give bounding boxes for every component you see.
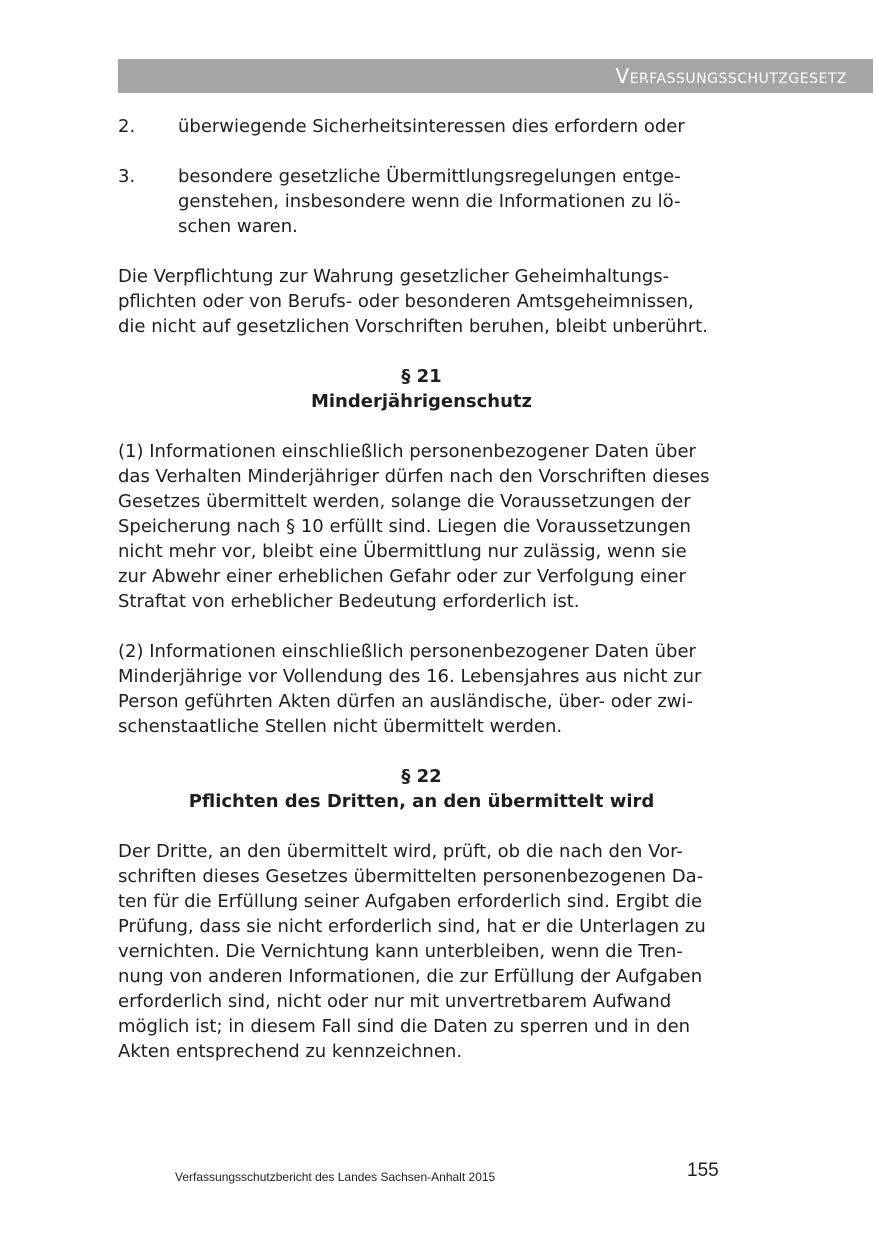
text-line: Straftat von erheblicher Bedeutung erforderlich ist.: [118, 591, 580, 612]
paragraph-intro: [118, 264, 725, 339]
text-line: Gesetzes übermittelt werden, solange die Voraussetzungen der: [118, 491, 691, 512]
section-heading-22: [118, 764, 725, 814]
section-number: § 22: [401, 766, 442, 787]
text-line: Prüfung, dass sie nicht erforderlich sind, hat er die Unterlagen zu: [118, 916, 706, 937]
text-line: das Verhalten Minderjähriger dürfen nach den Vorschriften dieses: [118, 466, 710, 487]
list-item-text: [178, 164, 725, 239]
section-number: § 21: [401, 366, 442, 387]
running-header-title: Verfassungsschutzgesetz: [615, 64, 847, 88]
list-item-number: 3.: [118, 166, 136, 187]
list-item: [118, 114, 725, 139]
section-title: Minderjährigenschutz: [310, 391, 533, 412]
text-line: genstehen, insbesondere wenn die Informationen zu lö-: [178, 191, 681, 212]
text-line: nicht mehr vor, bleibt eine Übermittlung nur zulässig, wenn sie: [118, 541, 687, 562]
text-line: besondere gesetzliche Übermittlungsregelungen entge-: [178, 166, 681, 187]
text-line: schenstaatliche Stellen nicht übermittelt werden.: [118, 716, 563, 737]
text-line: Akten entsprechend zu kennzeichnen.: [118, 1041, 463, 1062]
list-item: [118, 164, 725, 239]
page-number: 155: [687, 1160, 719, 1181]
text-line: pflichten oder von Berufs- oder besonderen Amtsgeheimnissen,: [118, 291, 694, 312]
text-line: möglich ist; in diesem Fall sind die Daten zu sperren und in den: [118, 1016, 691, 1037]
text-line: die nicht auf gesetzlichen Vorschriften beruhen, bleibt unberührt.: [118, 316, 708, 337]
text-line: (1) Informationen einschließlich personenbezogener Daten über: [118, 441, 696, 462]
text-line: Person geführten Akten dürfen an ausländische, über- oder zwi-: [118, 691, 694, 712]
text-line: erforderlich sind, nicht oder nur mit unvertretbarem Aufwand: [118, 991, 672, 1012]
header-bar: [118, 59, 873, 93]
paragraph-21-2: [118, 639, 725, 739]
page-content: [118, 114, 725, 1089]
text-line: ten für die Erfüllung seiner Aufgaben erforderlich sind. Ergibt die: [118, 891, 703, 912]
text-line: vernichten. Die Vernichtung kann unterbleiben, wenn die Tren-: [118, 941, 683, 962]
text-line: Die Verpflichtung zur Wahrung gesetzlicher Geheimhaltungs-: [118, 266, 670, 287]
text-line: Der Dritte, an den übermittelt wird, prüft, ob die nach den Vor-: [118, 841, 683, 862]
section-title: Pflichten des Dritten, an den übermittelt wird: [188, 791, 655, 812]
paragraph-21-1: [118, 439, 725, 614]
text-line: Speicherung nach § 10 erfüllt sind. Liegen die Voraussetzungen: [118, 516, 691, 537]
text-line: schriften dieses Gesetzes übermittelten personenbezogenen Da-: [118, 866, 704, 887]
text-line: zur Abwehr einer erheblichen Gefahr oder zur Verfolgung einer: [118, 566, 686, 587]
text-line: schen waren.: [178, 216, 298, 237]
text-line: (2) Informationen einschließlich personenbezogener Daten über: [118, 641, 696, 662]
text-line: nung von anderen Informationen, die zur Erfüllung der Aufgaben: [118, 966, 703, 987]
list-item-number: 2.: [118, 116, 136, 137]
text-line: Minderjährige vor Vollendung des 16. Lebensjahres aus nicht zur: [118, 666, 702, 687]
list-item-text: überwiegende Sicherheitsinteressen dies erfordern oder: [178, 116, 685, 137]
footer-text: Verfassungsschutzbericht des Landes Sachsen-Anhalt 2015: [175, 1170, 496, 1184]
section-heading-21: [118, 364, 725, 414]
paragraph-22: [118, 839, 725, 1064]
